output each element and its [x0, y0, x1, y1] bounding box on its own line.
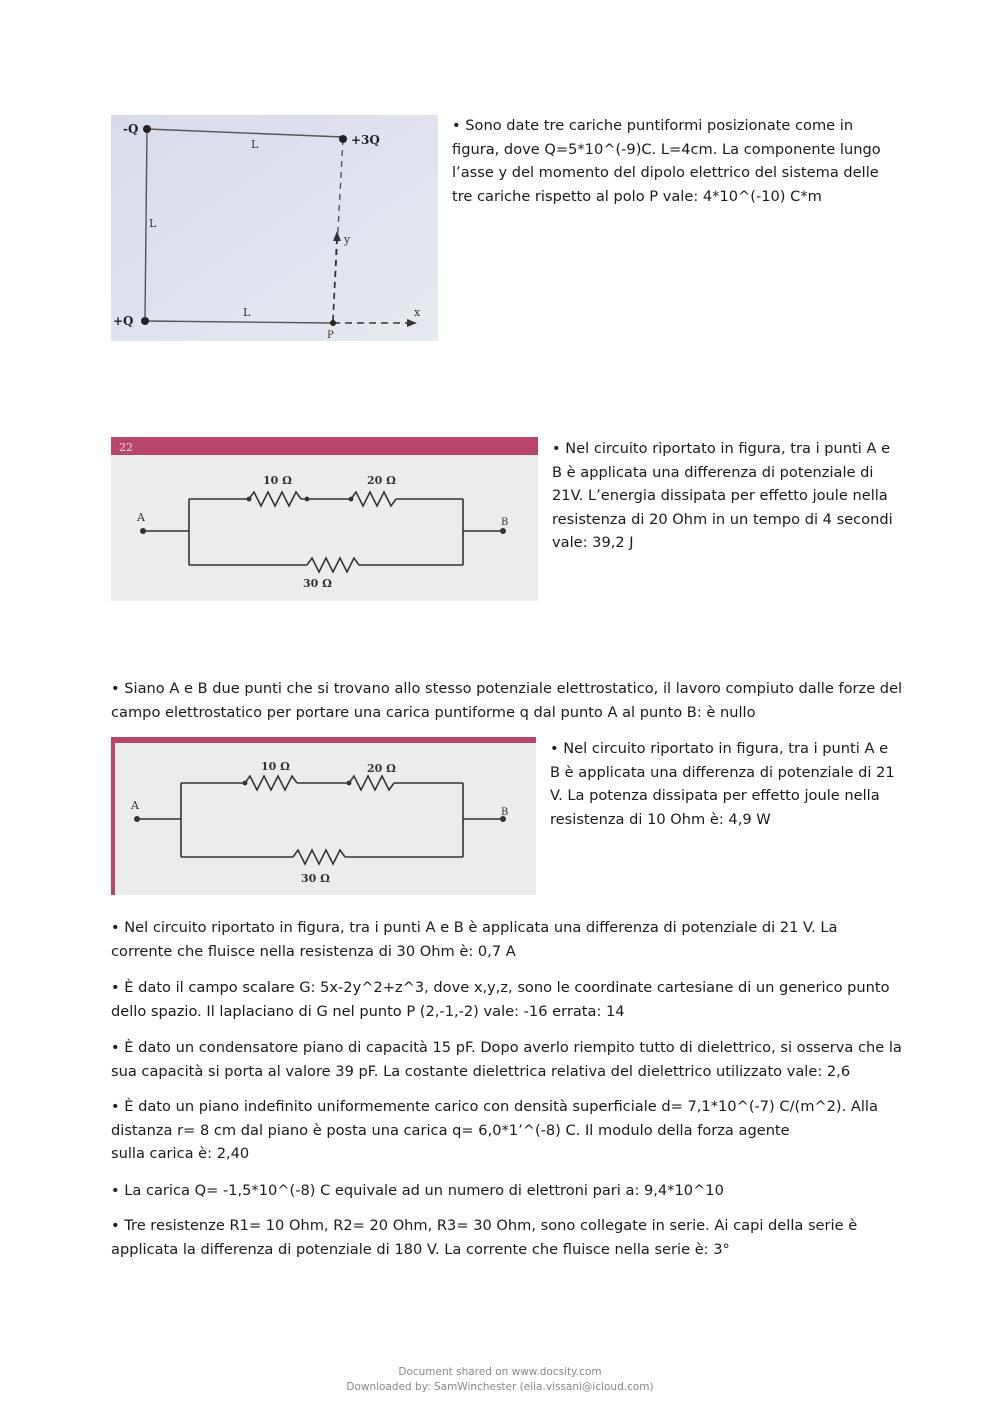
question-2-line-5: vale: 39,2 J	[552, 534, 634, 552]
label-r3: 30 Ω	[301, 872, 330, 885]
question-4	[550, 737, 895, 831]
question-1-line-3: l’asse y del momento del dipolo elettrico del sistema delle	[452, 164, 879, 182]
label-a: A	[131, 799, 139, 812]
question-10-line-1: • Tre resistenze R1= 10 Ohm, R2= 20 Ohm, R3= 30 Ohm, sono collegate in serie. Ai capi della serie è	[111, 1217, 858, 1234]
circuit-diagram-1	[111, 437, 538, 601]
posq-charge-dot	[141, 317, 149, 325]
question-2-line-1: • Nel circuito riportato in figura, tra i punti A e	[552, 440, 891, 457]
question-7-line-1: • È dato un condensatore piano di capacità 15 pF. Dopo averlo riempito tutto di dielettrico, si osserva che la	[111, 1039, 902, 1056]
label-pole: P	[327, 330, 334, 341]
label-b: B	[501, 807, 509, 818]
question-6-line-2: dello spazio. Il laplaciano di G nel punto P (2,-1,-2) vale: -16 errata: 14	[111, 1002, 625, 1020]
question-9-line-1: • La carica Q= -1,5*10^(-8) C equivale ad un numero di elettroni pari a: 9,4*10^10	[111, 1182, 724, 1199]
label-r3: 30 Ω	[303, 577, 332, 590]
question-1-line-4: tre cariche rispetto al polo P vale: 4*10^(-10) C*m	[452, 187, 822, 205]
question-5-line-2: corrente che fluisce nella resistenza di 30 Ohm è: 0,7 A	[111, 942, 516, 960]
pole-dot	[330, 320, 336, 326]
footer-shared: Document shared on www.docsity.com	[398, 1366, 602, 1378]
question-8-line-2: distanza r= 8 cm dal piano è posta una carica q= 6,0*1’^(-8) C. Il modulo della forza agente	[111, 1121, 790, 1139]
label-pos-3q: +3Q	[351, 133, 380, 147]
label-l-bottom: L	[243, 306, 251, 319]
label-x-axis: x	[414, 306, 421, 319]
question-10-line-2: applicata la differenza di potenziale di 180 V. La corrente che fluisce nella serie è: 3°	[111, 1240, 730, 1258]
label-pos-q: +Q	[113, 314, 134, 328]
question-8-line-1: • È dato un piano indefinito uniformemente carico con densità superficiale d= 7,1*10^(-7) C/(m^2). Alla	[111, 1098, 878, 1115]
charges-diagram	[111, 115, 438, 341]
question-4-line-2: B è applicata una differenza di potenziale di 21	[550, 763, 895, 781]
circuit-figure-1	[111, 437, 538, 601]
question-10	[111, 1214, 857, 1261]
question-2	[552, 437, 893, 555]
page-footer	[0, 1365, 1000, 1395]
question-1-line-1: • Sono date tre cariche puntiformi posizionate come in	[452, 117, 854, 134]
question-5-line-1: • Nel circuito riportato in figura, tra i punti A e B è applicata una differenza di potenziale di 21 V. La	[111, 919, 838, 936]
question-6-line-1: • È dato il campo scalare G: 5x-2y^2+z^3, dove x,y,z, sono le coordinate cartesiane di un generico punto	[111, 979, 890, 996]
question-4-line-4: resistenza di 10 Ohm è: 4,9 W	[550, 810, 771, 828]
question-2-line-2: B è applicata una differenza di potenziale di	[552, 463, 874, 481]
problem-number: 22	[119, 441, 133, 454]
question-3	[111, 677, 902, 724]
question-4-line-3: V. La potenza dissipata per effetto joule nella	[550, 787, 880, 805]
question-7	[111, 1036, 902, 1083]
label-neg-q: -Q	[123, 122, 139, 136]
circuit-diagram-2	[111, 737, 536, 895]
label-r2: 20 Ω	[367, 762, 396, 775]
question-5	[111, 916, 837, 963]
question-1	[452, 114, 881, 208]
circuit-figure-2	[111, 737, 536, 895]
question-3-line-1: • Siano A e B due punti che si trovano allo stesso potenziale elettrostatico, il lavoro compiuto dalle forze del	[111, 680, 903, 697]
question-2-line-4: resistenza di 20 Ohm in un tempo di 4 secondi	[552, 510, 893, 528]
charges-figure	[111, 115, 438, 341]
label-y-axis: y	[344, 233, 351, 246]
question-8-line-3: sulla carica è: 2,40	[111, 1145, 250, 1163]
neg-charge-dot	[143, 125, 151, 133]
question-2-line-3: 21V. L’energia dissipata per effetto joule nella	[552, 487, 888, 505]
label-l-left: L	[149, 217, 157, 230]
question-7-line-2: sua capacità si porta al valore 39 pF. La costante dielettrica relativa del dielettrico utilizzato vale: 2,6	[111, 1062, 851, 1080]
pos3q-charge-dot	[339, 135, 347, 143]
question-1-line-2: figura, dove Q=5*10^(-9)C. L=4cm. La componente lungo	[452, 140, 881, 158]
question-3-line-2: campo elettrostatico per portare una carica puntiforme q dal punto A al punto B: è nullo	[111, 703, 756, 721]
footer-downloaded: Downloaded by: SamWinchester (elia.vissani@icloud.com)	[346, 1381, 654, 1393]
question-6	[111, 976, 890, 1023]
question-8	[111, 1095, 878, 1166]
label-r1: 10 Ω	[263, 474, 292, 487]
label-b: B	[501, 517, 509, 528]
label-r1: 10 Ω	[261, 760, 290, 773]
label-a: A	[137, 511, 145, 524]
label-l-top: L	[251, 138, 259, 151]
label-r2: 20 Ω	[367, 474, 396, 487]
question-4-line-1: • Nel circuito riportato in figura, tra i punti A e	[550, 740, 889, 757]
question-9	[111, 1179, 724, 1203]
